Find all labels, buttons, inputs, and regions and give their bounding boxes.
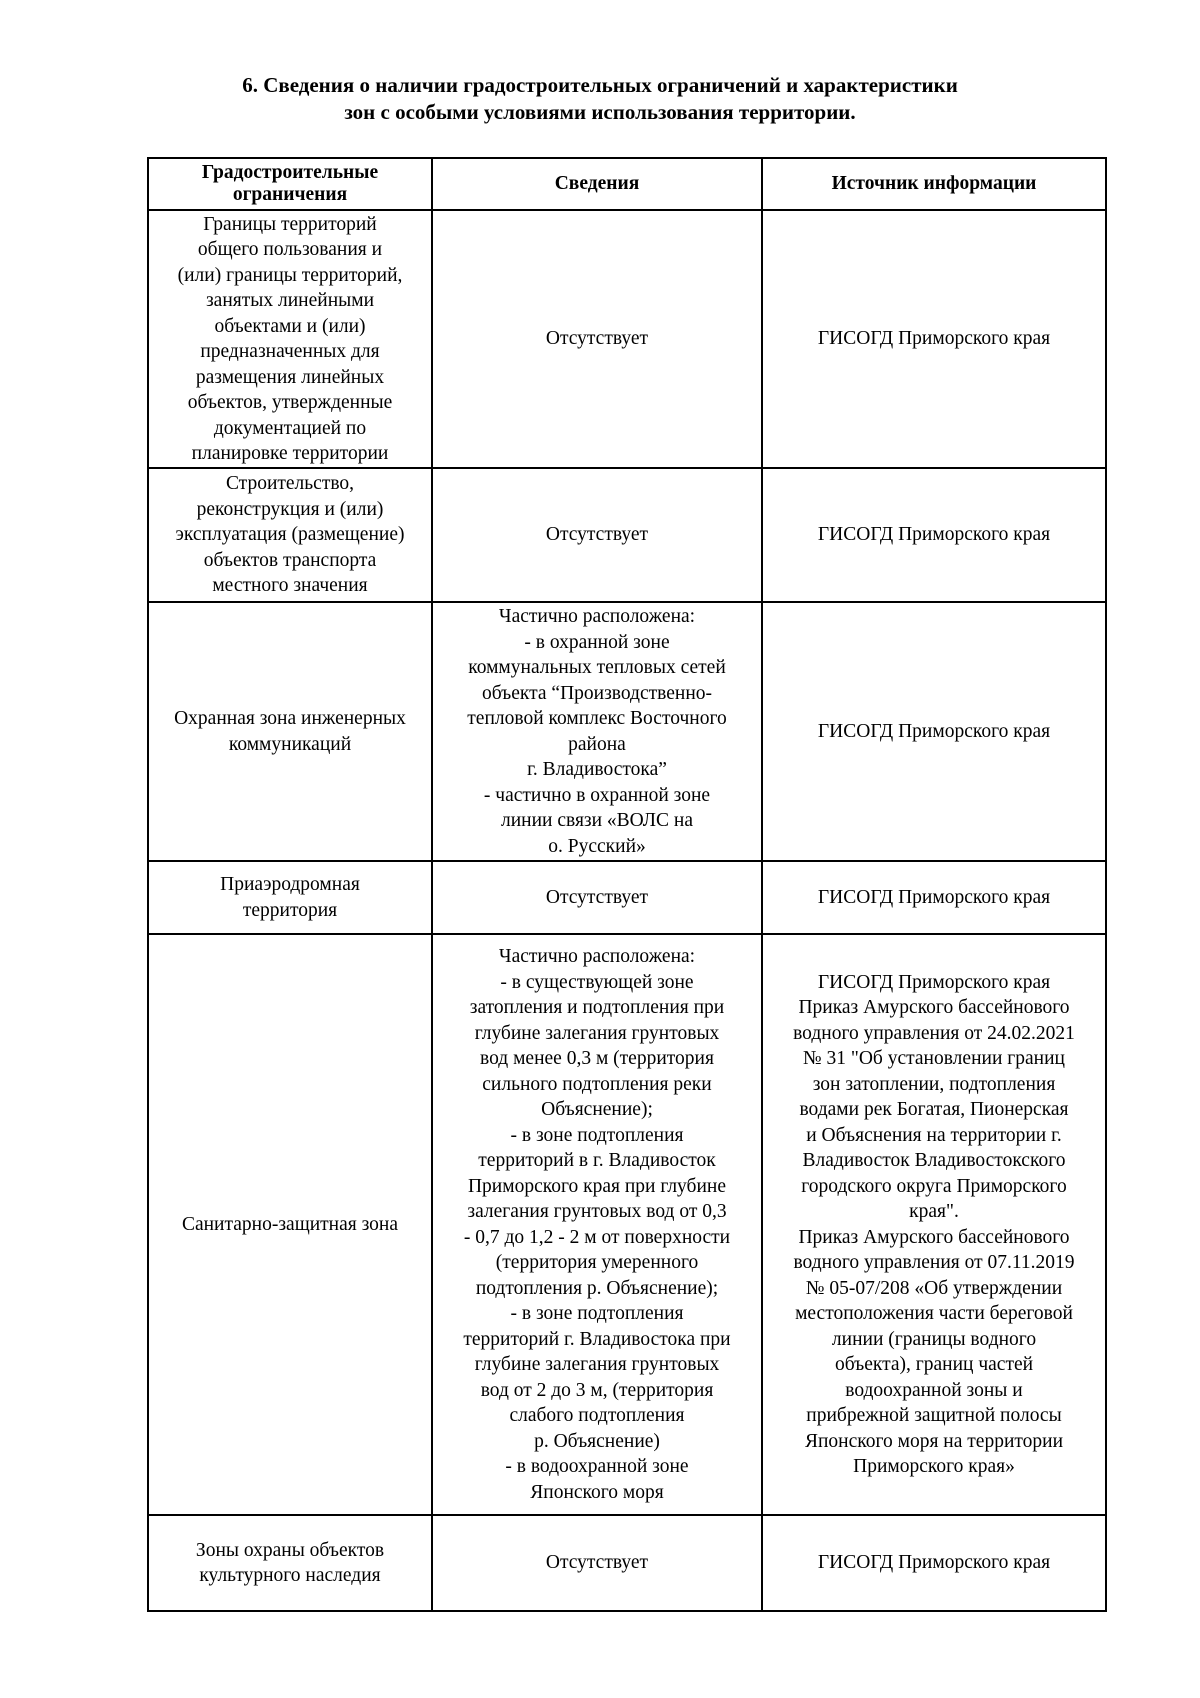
info-cell: Частично расположена: - в существующей зоне затопления и подтопления при глубине залегания грунтовых вод менее 0,3 м (территория сильного подтопления реки Объяснение); - в зоне подтопления территорий в г. Владивосток Приморского края при глубине залегания грунтовых вод от 0,3 - 0,7 до 1,2 - 2 м от поверхности (территория умеренного подтопления р. Объяснение); - в зоне подтопления территорий г. Владивостока при глубине залегания грунтовых вод от 2 до 3 м, (территория слабого подтопления р. Объяснение) - в водоохранной зоне Японского моря [432, 934, 762, 1515]
column-header-info: Сведения [432, 158, 762, 210]
table-row [148, 861, 1106, 934]
table-row [148, 468, 1106, 602]
restrictions-table [147, 157, 1107, 1612]
restriction-cell: Границы территорий общего пользования и (или) границы территорий, занятых линейными объектами и (или) предназначенных для размещения линейных объектов, утвержденные документацией по планировке территории [148, 210, 432, 468]
source-cell: ГИСОГД Приморского края [762, 1515, 1106, 1611]
source-cell: ГИСОГД Приморского края [762, 861, 1106, 934]
info-cell: Отсутствует [432, 1515, 762, 1611]
source-cell: ГИСОГД Приморского края [762, 602, 1106, 861]
section-heading-line-1: 6. Сведения о наличии градостроительных ограничений и характеристики [242, 73, 958, 97]
table-row [148, 1515, 1106, 1611]
restriction-cell: Строительство, реконструкция и (или) эксплуатация (размещение) объектов транспорта местного значения [148, 468, 432, 602]
table-row [148, 934, 1106, 1515]
restriction-cell: Охранная зона инженерных коммуникаций [148, 602, 432, 861]
table-header-row [148, 158, 1106, 210]
source-cell: ГИСОГД Приморского края Приказ Амурского бассейнового водного управления от 24.02.2021 № 31 "Об установлении границ зон затоплении, подтопления водами рек Богатая, Пионерская и Объяснения на территории г. Владивосток Владивостокского городского округа Приморского края". Приказ Амурского бассейнового водного управления от 07.11.2019 № 05-07/208 «Об утверждении местоположения части береговой линии (границы водного объекта), границ частей водоохранной зоны и прибрежной защитной полосы Японского моря на территории Приморского края» [762, 934, 1106, 1515]
column-header-restriction: Градостроительные ограничения [148, 158, 432, 210]
section-heading [100, 72, 1100, 126]
restriction-cell: Приаэродромная территория [148, 861, 432, 934]
restriction-cell: Зоны охраны объектов культурного наследия [148, 1515, 432, 1611]
table-row [148, 602, 1106, 861]
restriction-cell: Санитарно-защитная зона [148, 934, 432, 1515]
info-cell: Отсутствует [432, 468, 762, 602]
section-heading-line-2: зон с особыми условиями использования территории. [344, 100, 856, 124]
info-cell: Частично расположена: - в охранной зоне коммунальных тепловых сетей объекта “Производственно- тепловой комплекс Восточного района г. Владивостока” - частично в охранной зоне линии связи «ВОЛС на о. Русский» [432, 602, 762, 861]
info-cell: Отсутствует [432, 861, 762, 934]
column-header-source: Источник информации [762, 158, 1106, 210]
source-cell: ГИСОГД Приморского края [762, 210, 1106, 468]
table-row [148, 210, 1106, 468]
source-cell: ГИСОГД Приморского края [762, 468, 1106, 602]
info-cell: Отсутствует [432, 210, 762, 468]
